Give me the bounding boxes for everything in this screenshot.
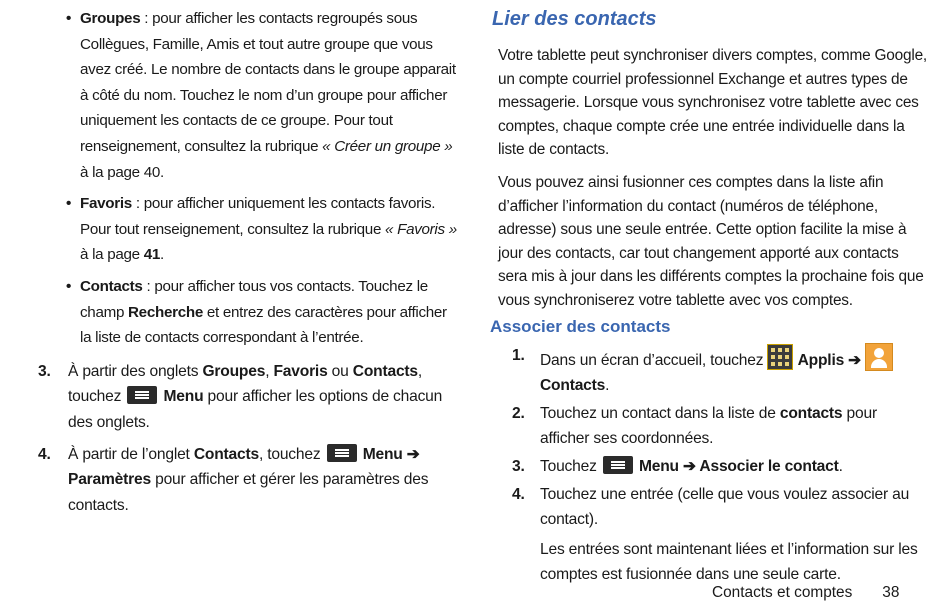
step3-text-end: . — [838, 457, 843, 475]
step3-text: pour afficher les options de chacun des onglets. — [68, 388, 443, 431]
favoris-text-end: . — [160, 246, 164, 264]
tab-contacts: Contacts — [193, 445, 259, 463]
step1-text: Dans un écran d’accueil, touchez — [540, 351, 768, 369]
tab-contacts: Contacts — [352, 362, 418, 380]
paragraph-2: Vous pouvez ainsi fusionner ces comptes dans la liste afin d’afficher l’information du contact (numéros de téléphone, adresse) sous une seule entrée. Cette option facilite la mise à jour des contacts, car tout changement apporté aux contacts sera mis à jour dans les différents comptes la prochaine fois que vous synchroniserez votre tablette avec vos comptes. — [498, 173, 924, 309]
favoris-text-mid: à la page — [80, 246, 144, 264]
step4-text: , touchez — [258, 445, 325, 463]
menu-icon — [127, 386, 157, 404]
section-title: Lier des contacts — [492, 8, 657, 30]
step4-text: À partir de l’onglet — [68, 445, 194, 463]
step-number: 2. — [512, 404, 525, 422]
step-number: 4. — [38, 445, 51, 463]
recherche-field-name: Recherche — [128, 303, 203, 321]
bullet-dot: • — [66, 195, 72, 213]
bullet-contacts — [38, 274, 458, 351]
step3-text: ou — [327, 362, 353, 380]
favoris-label: Favoris — [80, 195, 132, 213]
step3-text: , — [265, 362, 274, 380]
contacts-text: : pour afficher tous vos contacts. Touchez le champ — [80, 277, 428, 321]
bullet-dot: • — [66, 10, 72, 27]
tab-favoris: Favoris — [273, 362, 328, 380]
contacts-list-label: contacts — [779, 404, 843, 422]
step2-text: Touchez un contact dans la liste de — [540, 404, 780, 422]
contacts-app-label: Contacts — [540, 377, 606, 395]
right-column — [490, 0, 930, 588]
step-number: 4. — [512, 485, 525, 503]
step-2 — [490, 401, 930, 452]
left-column — [38, 0, 458, 518]
step1-text-end: . — [605, 377, 610, 395]
page-number: 38 — [882, 584, 900, 601]
menu-associer-path: Menu ➔ Associer le contact — [638, 457, 839, 475]
favoris-link[interactable]: « Favoris » — [385, 220, 457, 238]
page-footer — [712, 584, 899, 602]
step-number: 1. — [512, 346, 525, 364]
step-4 — [490, 482, 930, 533]
step-number: 3. — [512, 457, 525, 475]
groupes-label: Groupes — [80, 10, 141, 27]
groupes-text-end: à la page 40. — [80, 163, 164, 181]
tab-groupes: Groupes — [202, 362, 266, 380]
favoris-text: : pour afficher uniquement les contacts favoris. Pour tout renseignement, consultez la rubrique — [80, 195, 436, 238]
contacts-label: Contacts — [80, 277, 143, 295]
step-1 — [490, 343, 930, 399]
contacts-icon — [865, 343, 893, 371]
menu-parametres-path: Menu ➔ Paramètres — [68, 445, 420, 489]
bullet-favoris — [38, 191, 458, 268]
subsection-title: Associer des contacts — [490, 316, 671, 336]
step2-text-end: pour afficher ses coordonnées. — [540, 404, 877, 448]
step-3 — [490, 454, 930, 480]
step4-text: pour afficher et gérer les paramètres des contacts. — [68, 471, 429, 514]
bullet-dot: • — [66, 277, 72, 295]
paragraph-1: Votre tablette peut synchroniser divers comptes, comme Google, un compte courriel professionnel Exchange et autres types de messagerie. Lorsque vous synchronisez votre tablette avec ces comptes, chaque compte crée une entrée individuelle dans la liste de contacts. — [498, 47, 928, 159]
applis-label: Applis ➔ — [797, 351, 862, 369]
menu-label: Menu — [163, 388, 204, 406]
favoris-page: 41 — [143, 246, 161, 264]
result-note: Les entrées sont maintenant liées et l’information sur les comptes est fusionnée dans une seule carte. — [540, 540, 918, 584]
step-number: 3. — [38, 362, 51, 380]
menu-icon — [327, 444, 357, 462]
step3-text: À partir des onglets — [68, 362, 203, 380]
menu-icon — [603, 456, 633, 474]
step-4 — [38, 442, 458, 519]
apps-grid-icon — [767, 344, 793, 370]
contacts-text-end: et entrez des caractères pour afficher la liste de contacts correspondant à l’entrée. — [80, 303, 447, 347]
footer-section: Contacts et comptes — [712, 584, 853, 601]
step-3 — [38, 359, 458, 436]
groupes-text: : pour afficher les contacts regroupés sous Collègues, Famille, Amis et tout autre groupe que vous avez créé. Le nombre de contacts dans le groupe apparait à côté du nom. Touchez le nom d’un groupe pour afficher uniquement les contacts de ce groupe. Pour tout renseignement, consultez la rubrique — [80, 10, 456, 155]
step3-text: , touchez — [68, 362, 423, 406]
bullet-groupes — [38, 6, 458, 185]
step4-text: Touchez une entrée (celle que vous voulez associer au contact). — [540, 485, 910, 529]
step3-text: Touchez — [540, 457, 601, 475]
groupes-link[interactable]: « Créer un groupe » — [322, 137, 453, 155]
